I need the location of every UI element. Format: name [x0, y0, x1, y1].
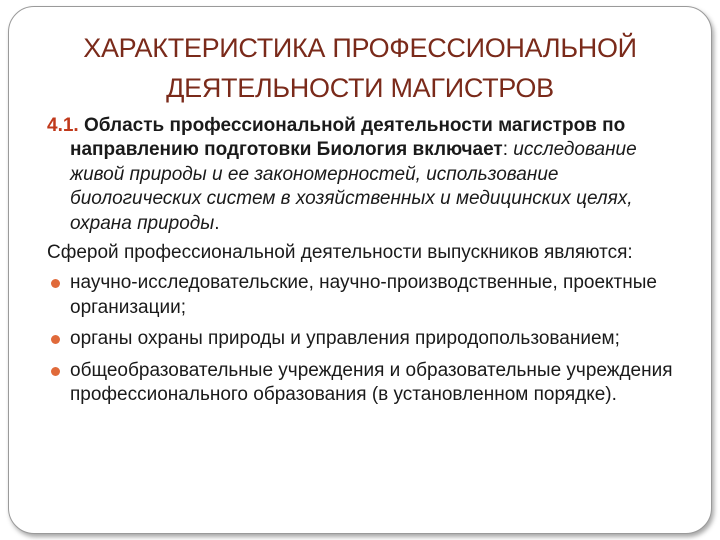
intro-paragraph: Сферой профессиональной деятельности выпускников являются:: [47, 242, 633, 264]
section-italic-text: исследование живой природы и ее закономерностей, использование биологических систем в хозяйственных и медицинских целях, охрана природы: [70, 139, 637, 234]
bullet-dot-icon: [51, 367, 60, 376]
bullet-text: органы охраны природы и управления природопользованием;: [70, 328, 620, 350]
bullet-item: [47, 271, 687, 320]
slide-body: [47, 114, 687, 414]
bullet-item: [47, 327, 687, 351]
section-number: 4.1.: [47, 115, 79, 136]
bullet-dot-icon: [51, 279, 60, 288]
section-colon: :: [502, 139, 514, 161]
bullet-text: общеобразовательные учреждения и образовательные учреждения профессионального образования (в установленном порядке).: [70, 359, 673, 406]
section-bold-text: Область профессиональной деятельности магистров по направлению подготовки Биология включает: [70, 115, 626, 161]
section-paragraph: [47, 114, 687, 236]
bullet-text: научно-исследовательские, научно-производственные, проектные организации;: [70, 272, 657, 318]
bullet-dot-icon: [51, 335, 60, 344]
title-line-1: ХАРАКТЕРИСТИКА ПРОФЕССИОНАЛЬНОЙ: [83, 33, 637, 63]
slide-title: [30, 28, 690, 108]
bullet-item: [47, 359, 687, 408]
title-line-2: ДЕЯТЕЛЬНОСТИ МАГИСТРОВ: [166, 73, 554, 103]
bullet-list: [47, 271, 687, 407]
section-end: .: [214, 212, 220, 234]
